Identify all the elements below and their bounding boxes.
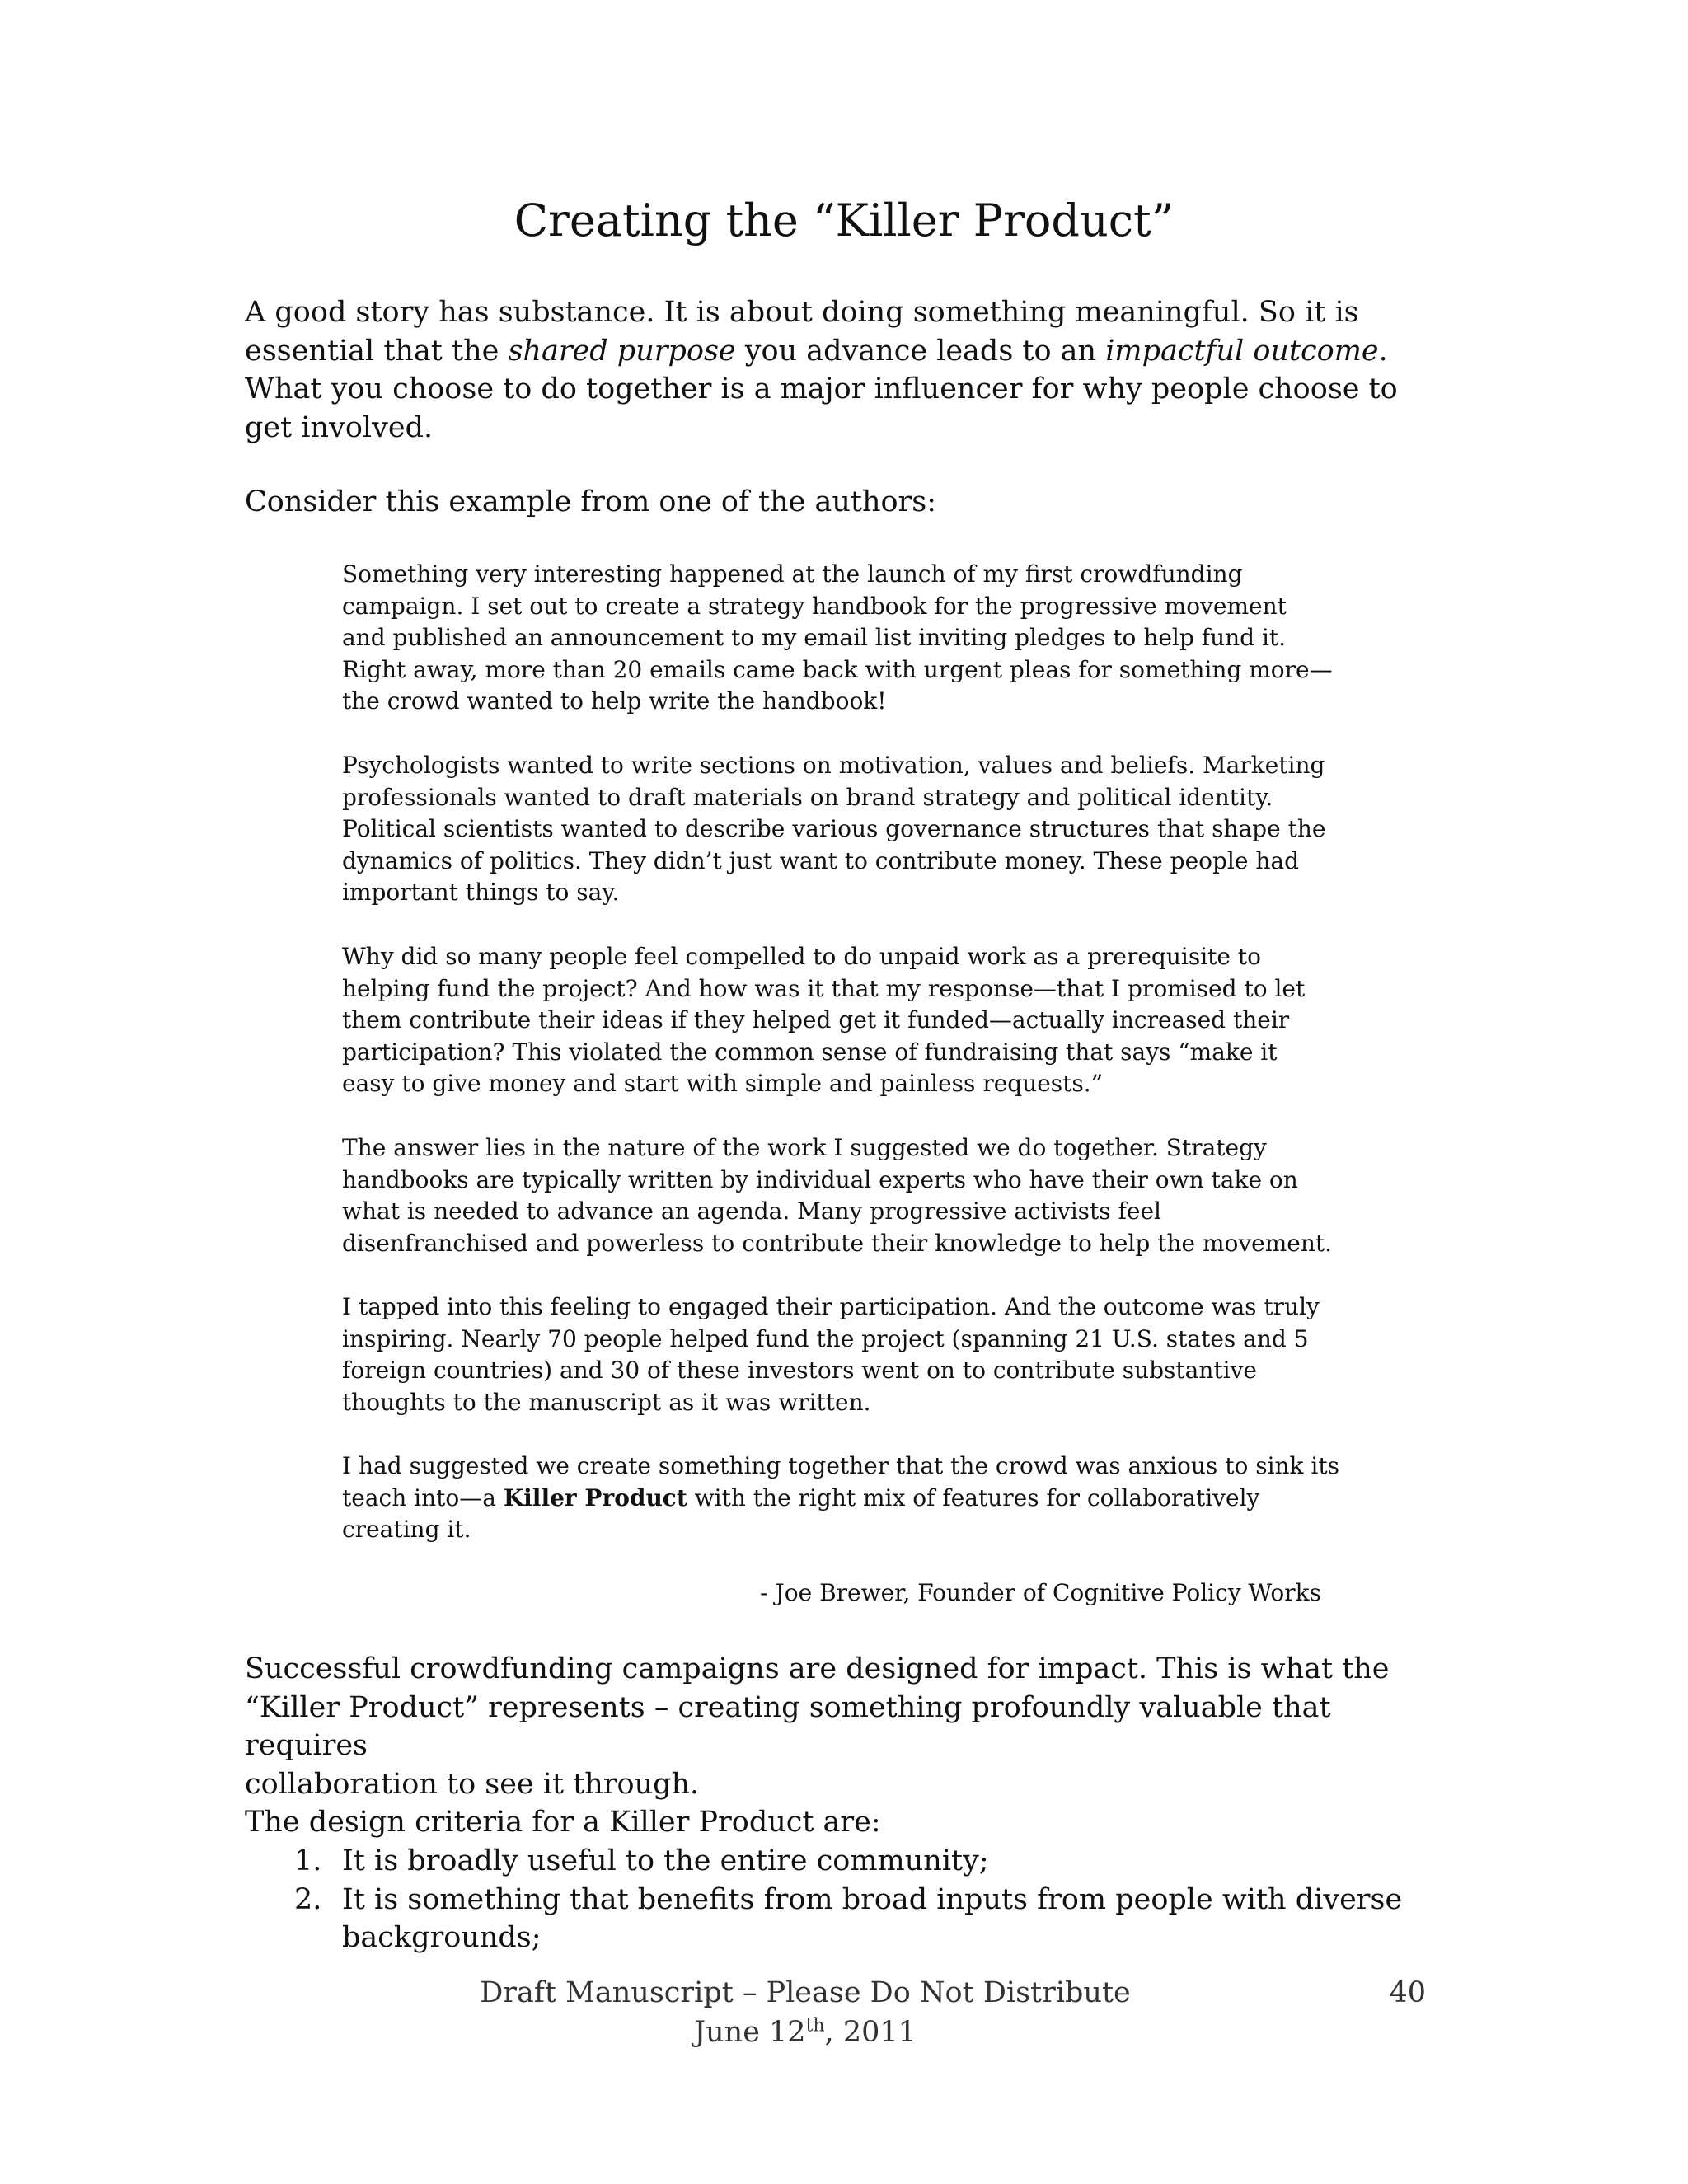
quote-paragraph: Something very interesting happened at the launch of my first crowdfunding campaign. I set out to create a strategy handbook for the progressive movement and published an announcement to my email list inviting pledges to help fund it. Right away, more than 20 emails came back with urgent pleas for something more— the crowd wanted to help write the handbook! bbox=[342, 560, 1333, 715]
intro-text-2: you advance leads to an bbox=[735, 334, 1106, 368]
quote-block bbox=[342, 1291, 1414, 1418]
footer-date-year: , 2011 bbox=[824, 2016, 917, 2049]
quote-block bbox=[342, 559, 1414, 718]
footer-date bbox=[476, 2013, 1135, 2052]
quote-block bbox=[342, 1451, 1414, 1546]
list-item-text: It is something that benefits from broad inputs from people with diverse backgrounds; bbox=[342, 1882, 1403, 1954]
example-intro: Consider this example from one of the authors: bbox=[245, 485, 937, 518]
quote-paragraph: Why did so many people feel compelled to do unpaid work as a prerequisite to helping fund the project? And how was it that my response—that I promised to let them contribute their ideas if they helped get it funded—actually increased their participation? This violated the common sense of fundraising that says “make it easy to give money and start with simple and painless requests.” bbox=[342, 943, 1306, 1097]
quote-paragraph: The answer lies in the nature of the work I suggested we do together. Strategy handbooks are typically written by individual experts who have their own take on what is needed to advance an agenda. Many progressive activists feel disenfranchised and powerless to contribute their knowledge to help the movement. bbox=[342, 1134, 1333, 1257]
criteria-list bbox=[294, 1842, 1448, 1957]
intro-text-3: . What you choose to do together is a major influencer for why people choose to get involved. bbox=[245, 334, 1398, 444]
list-item-text: It is broadly useful to the entire community; bbox=[342, 1844, 989, 1877]
list-item-number: 2. bbox=[294, 1882, 322, 1916]
intro-text-1: A good story has substance. It is about doing something meaningful. So it is essential that the bbox=[245, 296, 1359, 368]
intro-paragraph bbox=[245, 293, 1432, 447]
footer-date-prefix: June 12 bbox=[694, 2016, 806, 2049]
quote-last-text-1: I had suggested we create something together that the crowd was anxious to sink its teach into—a bbox=[342, 1452, 1340, 1511]
intro-emphasis-shared-purpose: shared purpose bbox=[508, 334, 736, 368]
conclusion-paragraph: Successful crowdfunding campaigns are designed for impact. This is what the “Killer Product” represents – creating something profoundly valuable that requires collaboration to see it through. bbox=[245, 1652, 1390, 1801]
footer-date-suffix-sup: th bbox=[805, 2015, 825, 2036]
criteria-intro: The design criteria for a Killer Product are: bbox=[245, 1806, 881, 1839]
quote-paragraph: I tapped into this feeling to engaged their participation. And the outcome was truly inspiring. Nearly 70 people helped fund the project (spanning 21 U.S. states and 5 foreign countries) and 30 of these investors went on to contribute substantive thoughts to the manuscript as it was written. bbox=[342, 1293, 1320, 1416]
quote-attribution: - Joe Brewer, Founder of Cognitive Policy Works bbox=[760, 1579, 1321, 1606]
quote-block bbox=[342, 750, 1414, 909]
quote-block bbox=[342, 1132, 1414, 1259]
quote-paragraph-last bbox=[342, 1451, 1414, 1546]
list-item-number: 1. bbox=[294, 1844, 322, 1877]
list-item bbox=[294, 1881, 1448, 1957]
page-number: 40 bbox=[1389, 1976, 1426, 2009]
intro-emphasis-impactful-outcome: impactful outcome bbox=[1105, 334, 1379, 368]
list-item bbox=[294, 1842, 1448, 1881]
killer-product-bold: Killer Product bbox=[503, 1483, 687, 1511]
quote-paragraph: Psychologists wanted to write sections on motivation, values and beliefs. Marketing professionals wanted to draft materials on brand strategy and political identity. Political scientists wanted to describe various governance structures that shape the dynamics of politics. They didn’t just want to contribute money. These people had important things to say. bbox=[342, 752, 1326, 906]
footer-draft-notice: Draft Manuscript – Please Do Not Distribute bbox=[480, 1976, 1131, 2009]
quote-last-text-2: with the right mix of features for collaboratively creating it. bbox=[342, 1483, 1260, 1543]
quote-block bbox=[342, 941, 1414, 1100]
page-title: Creating the “Killer Product” bbox=[513, 194, 1175, 246]
